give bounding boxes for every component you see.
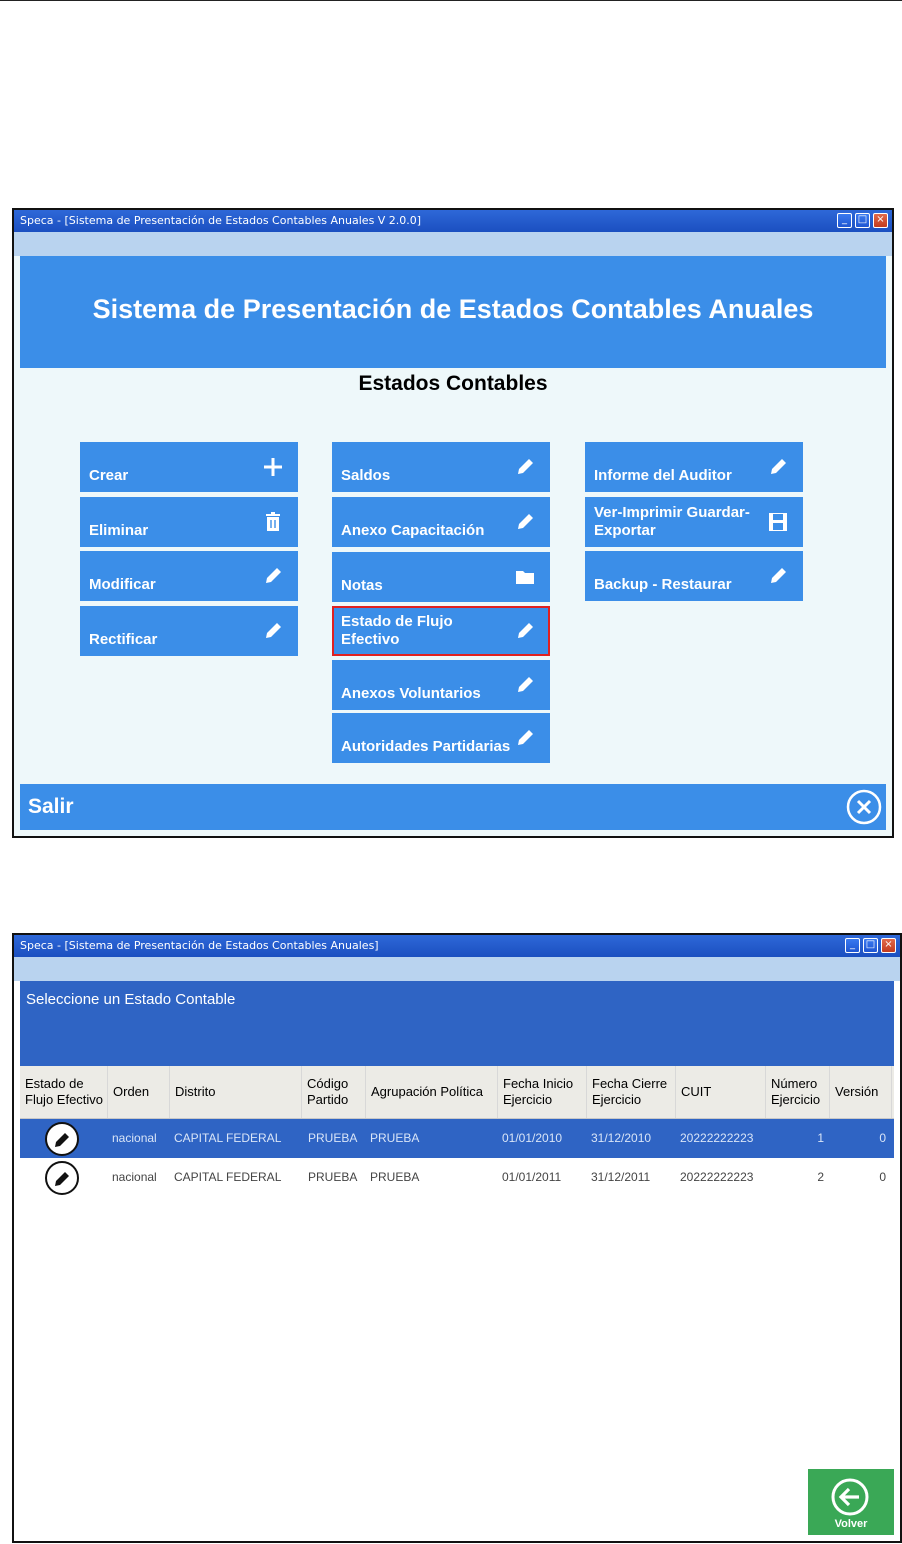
cell-cierre: 31/12/2010: [591, 1131, 652, 1145]
pencil-icon: [767, 456, 789, 478]
pencil-icon: [514, 727, 536, 749]
cell-cierre: 31/12/2011: [591, 1170, 651, 1184]
cell-codigo: PRUEBA: [308, 1131, 358, 1145]
app-title: Sistema de Presentación de Estados Contables Anuales: [92, 294, 814, 324]
cell-cuit: 20222222223: [680, 1131, 754, 1145]
button-label: Anexo Capacitación: [341, 522, 485, 539]
main-menu-window: [12, 208, 894, 838]
button-label: Modificar: [89, 576, 156, 593]
anexo-capacitacion-button[interactable]: [332, 497, 550, 547]
column-header[interactable]: Estado de Flujo Efectivo: [20, 1066, 108, 1118]
cell-orden: nacional: [112, 1170, 157, 1184]
column-header[interactable]: Fecha Cierre Ejercicio: [587, 1066, 676, 1118]
pencil-icon[interactable]: [44, 1161, 80, 1195]
modificar-button[interactable]: [80, 551, 298, 601]
minimize-button[interactable]: _: [837, 213, 852, 228]
cell-version: 0: [879, 1170, 886, 1184]
autoridades-partidarias-button[interactable]: [332, 713, 550, 763]
salir-button[interactable]: Salir: [28, 795, 74, 818]
pencil-icon: [262, 620, 284, 642]
eliminar-button[interactable]: [80, 497, 298, 547]
anexos-voluntarios-button[interactable]: [332, 660, 550, 710]
button-label: Saldos: [341, 467, 391, 484]
page-top-rule: [0, 0, 902, 1]
button-label: Backup - Restaurar: [594, 576, 732, 593]
table-row[interactable]: [20, 1158, 894, 1197]
header-panel: [20, 981, 894, 1066]
pencil-icon: [514, 620, 536, 642]
button-label: Ver-Imprimir Guardar-Exportar: [594, 504, 750, 539]
button-label: Informe del Auditor: [594, 467, 732, 484]
column-header[interactable]: Número Ejercicio: [766, 1066, 830, 1118]
pencil-icon[interactable]: [44, 1122, 80, 1156]
rectificar-button[interactable]: [80, 606, 298, 656]
pencil-icon: [767, 565, 789, 587]
estado-flujo-efectivo-button[interactable]: [332, 606, 550, 656]
plus-icon: [262, 456, 284, 478]
statements-table: [20, 1066, 894, 1197]
window-close-button[interactable]: ×: [873, 213, 888, 228]
column-header[interactable]: Código Partido: [302, 1066, 366, 1118]
cell-distrito: CAPITAL FEDERAL: [174, 1170, 282, 1184]
cell-agrupacion: PRUEBA: [370, 1170, 420, 1184]
minimize-button[interactable]: _: [845, 938, 860, 953]
window-title: Speca - [Sistema de Presentación de Estados Contables Anuales V 2.0.0]: [14, 210, 892, 232]
window-close-button[interactable]: ×: [881, 938, 896, 953]
cell-inicio: 01/01/2010: [502, 1131, 563, 1145]
toolbar-strip: [14, 957, 900, 981]
back-arrow-icon: [830, 1477, 870, 1517]
footer-bar: [20, 784, 886, 830]
notas-button[interactable]: [332, 552, 550, 602]
cell-orden: nacional: [112, 1131, 157, 1145]
select-statement-window: [12, 933, 902, 1543]
button-label: Notas: [341, 577, 383, 594]
column-header[interactable]: Orden: [108, 1066, 170, 1118]
column-header[interactable]: Fecha Inicio Ejercicio: [498, 1066, 587, 1118]
column-header[interactable]: CUIT: [676, 1066, 766, 1118]
column-header[interactable]: Versión: [830, 1066, 892, 1118]
column-header[interactable]: Distrito: [170, 1066, 302, 1118]
button-label: Rectificar: [89, 631, 158, 648]
cell-version: 0: [879, 1131, 886, 1145]
window-title: Speca - [Sistema de Presentación de Estados Contables Anuales]: [14, 935, 900, 957]
section-title: Estados Contables: [358, 372, 548, 395]
table-row[interactable]: [20, 1119, 894, 1158]
cell-distrito: CAPITAL FEDERAL: [174, 1131, 282, 1145]
table-header: [20, 1066, 894, 1119]
close-circle-icon[interactable]: [846, 789, 882, 825]
cell-inicio: 01/01/2011: [502, 1170, 562, 1184]
cell-cuit: 20222222223: [680, 1170, 754, 1184]
maximize-button[interactable]: □: [855, 213, 870, 228]
informe-auditor-button[interactable]: [585, 442, 803, 492]
toolbar-strip: [14, 232, 892, 256]
button-label: Eliminar: [89, 522, 149, 539]
header-title: Seleccione un Estado Contable: [26, 991, 236, 1008]
volver-label: Volver: [834, 1518, 868, 1530]
pencil-icon: [514, 456, 536, 478]
trash-icon: [262, 511, 284, 533]
cell-numero: 2: [817, 1170, 824, 1184]
pencil-icon: [514, 511, 536, 533]
crear-button[interactable]: [80, 442, 298, 492]
pencil-icon: [514, 674, 536, 696]
folder-icon: [514, 566, 536, 588]
button-label: Crear: [89, 467, 129, 484]
column-header[interactable]: Agrupación Política: [366, 1066, 498, 1118]
ver-imprimir-button[interactable]: [585, 497, 803, 547]
cell-numero: 1: [817, 1131, 824, 1145]
button-label: Autoridades Partidarias: [341, 738, 511, 755]
cell-agrupacion: PRUEBA: [370, 1131, 420, 1145]
backup-restaurar-button[interactable]: [585, 551, 803, 601]
cell-codigo: PRUEBA: [308, 1170, 358, 1184]
pencil-icon: [262, 565, 284, 587]
app-banner: [20, 256, 886, 368]
maximize-button[interactable]: □: [863, 938, 878, 953]
volver-button[interactable]: [808, 1469, 894, 1535]
button-label: Anexos Voluntarios: [341, 685, 481, 702]
save-icon: [767, 511, 789, 533]
saldos-button[interactable]: [332, 442, 550, 492]
button-label: Estado de Flujo Efectivo: [341, 613, 453, 648]
